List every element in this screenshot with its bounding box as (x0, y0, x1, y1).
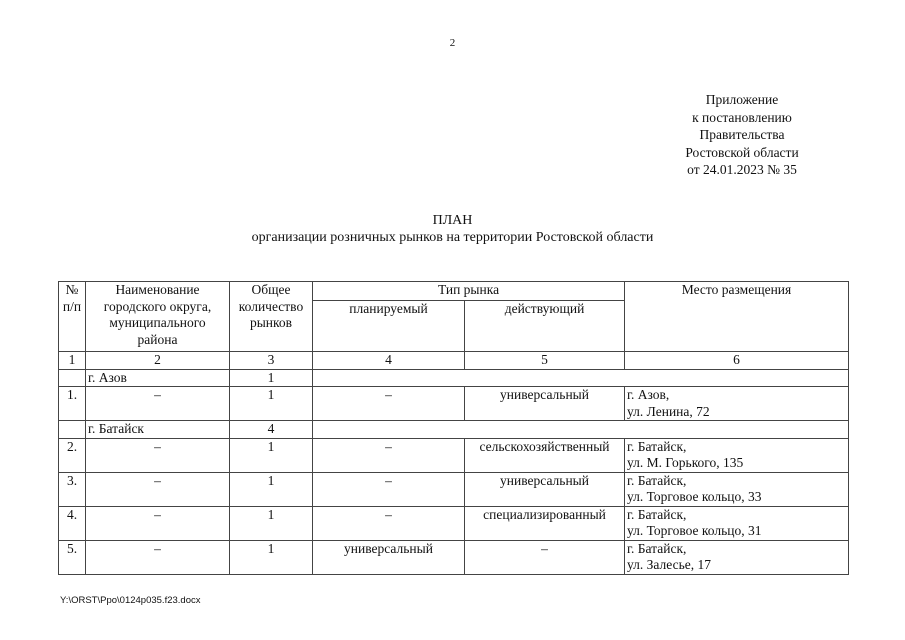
row-name: – (86, 540, 230, 574)
markets-table (58, 281, 849, 575)
place-city: г. Батайск, (627, 438, 687, 454)
header-row (59, 282, 849, 301)
column-number: 5 (465, 352, 625, 370)
column-number: 6 (625, 352, 849, 370)
place-street: ул. Торговое кольцо, 33 (627, 489, 762, 504)
appendix-line: Ростовской области (685, 144, 799, 160)
row-count: 1 (230, 472, 313, 506)
table-row (59, 540, 849, 574)
appendix-line: Правительства (699, 127, 785, 142)
place-city: г. Батайск, (627, 506, 687, 522)
page-number: 2 (449, 37, 456, 49)
column-number: 2 (86, 352, 230, 370)
title-sub: организации розничных рынков на территории Ростовской области (251, 230, 654, 245)
row-place (625, 506, 849, 540)
group-row (59, 369, 849, 387)
column-number-row (59, 352, 849, 370)
header-count: Общее количество рынков (230, 282, 313, 352)
header-planned: планируемый (313, 301, 465, 352)
row-planned: – (313, 472, 465, 506)
row-place (625, 438, 849, 472)
appendix-line: Приложение (705, 92, 779, 107)
row-name: – (86, 438, 230, 472)
table-row (59, 472, 849, 506)
row-planned: универсальный (313, 540, 465, 574)
place-street: ул. Ленина, 72 (627, 403, 710, 419)
table-row (59, 438, 849, 472)
place-street: ул. Залесье, 17 (627, 557, 711, 572)
appendix-block (672, 91, 812, 179)
row-name: – (86, 472, 230, 506)
row-num: 3. (59, 472, 86, 506)
row-planned: – (313, 506, 465, 540)
place-street: ул. М. Горького, 135 (627, 455, 744, 470)
group-name: г. Азов (86, 369, 230, 387)
document-title (0, 212, 905, 246)
row-planned: – (313, 387, 465, 421)
row-place (625, 472, 849, 506)
header-active: действующий (465, 301, 625, 352)
column-number: 1 (59, 352, 86, 370)
appendix-line: к постановлению (692, 109, 792, 125)
place-street: ул. Торговое кольцо, 31 (627, 523, 762, 538)
row-count: 1 (230, 387, 313, 421)
column-number: 4 (313, 352, 465, 370)
row-name: – (86, 506, 230, 540)
place-city: г. Батайск, (627, 540, 687, 556)
title-main: ПЛАН (432, 213, 473, 228)
row-num: 4. (59, 506, 86, 540)
row-num: 5. (59, 540, 86, 574)
row-count: 1 (230, 438, 313, 472)
row-num: 2. (59, 438, 86, 472)
row-place (625, 387, 849, 421)
appendix-line: от 24.01.2023 № 35 (687, 162, 797, 177)
place-city: г. Азов, (627, 387, 670, 402)
row-place (625, 540, 849, 574)
table-row (59, 506, 849, 540)
header-name: Наименование городского округа, муниципального района (86, 282, 230, 352)
column-number: 3 (230, 352, 313, 370)
row-active: сельскохозяйственный (465, 438, 625, 472)
row-active: – (465, 540, 625, 574)
file-path-footer: Y:\ORST\Ppo\0124p035.f23.docx (60, 595, 201, 606)
row-name: – (86, 387, 230, 421)
row-count: 1 (230, 506, 313, 540)
header-num: № п/п (59, 282, 86, 352)
row-active: специализированный (465, 506, 625, 540)
group-count: 1 (230, 369, 313, 387)
table-row (59, 387, 849, 421)
row-active: универсальный (465, 472, 625, 506)
header-place: Место размещения (625, 282, 849, 352)
group-count: 4 (230, 421, 313, 439)
group-row (59, 421, 849, 439)
group-name: г. Батайск (86, 421, 230, 439)
row-planned: – (313, 438, 465, 472)
row-num: 1. (59, 387, 86, 421)
row-count: 1 (230, 540, 313, 574)
header-type: Тип рынка (313, 282, 625, 301)
row-active: универсальный (465, 387, 625, 421)
place-city: г. Батайск, (627, 472, 687, 488)
